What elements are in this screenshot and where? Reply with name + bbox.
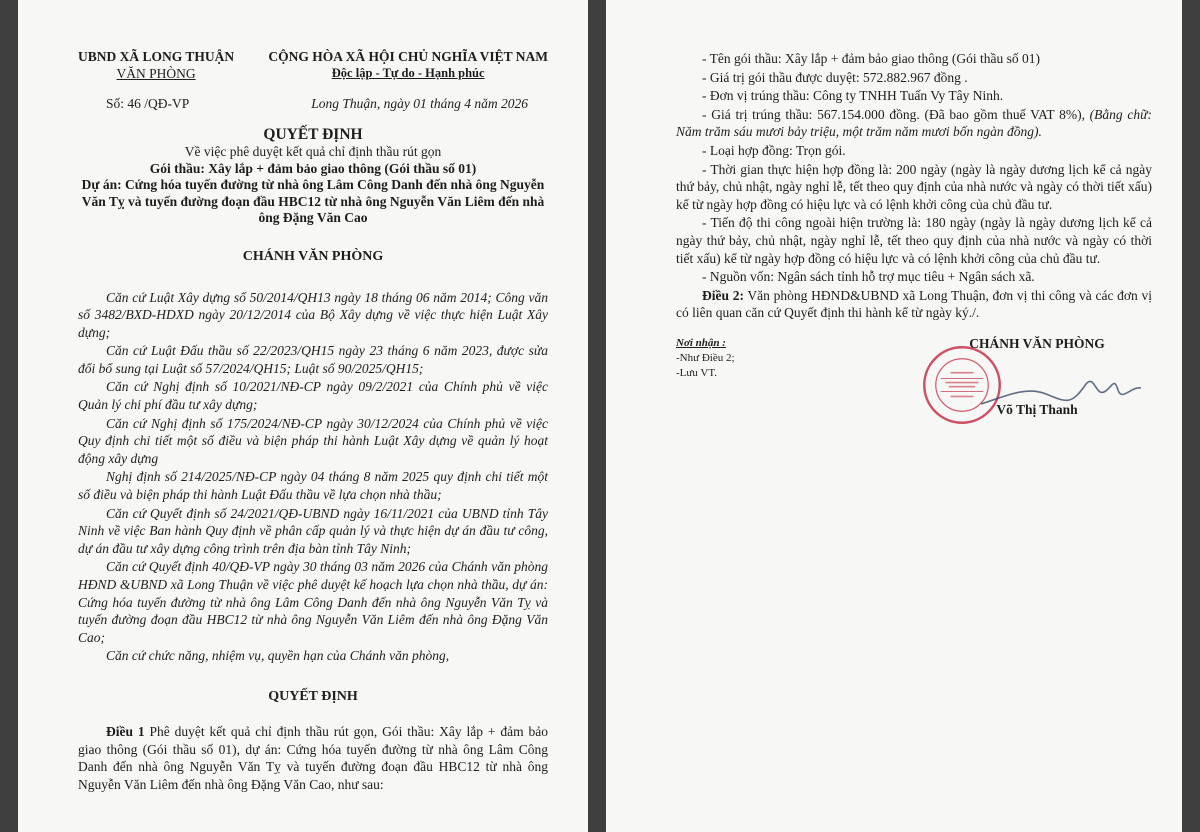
- package-name: Gói thầu: Xây lắp + đảm bảo giao thông (Gói thầu số 01): [149, 160, 477, 176]
- legal-basis-item: Căn cứ chức năng, nhiệm vụ, quyền hạn của Chánh văn phòng,: [106, 648, 450, 664]
- detail-item: - Giá trị gói thầu được duyệt: 572.882.967 đồng .: [702, 69, 968, 85]
- document-header: [78, 48, 548, 82]
- article-2-text: Văn phòng HĐND&UBND xã Long Thuận, đơn vị thi công và các đơn vị có liên quan căn cứ Quyết định thi hành kể từ ngày ký./.: [676, 287, 1152, 321]
- legal-basis-item: Căn cứ Quyết định 40/QĐ-VP ngày 30 tháng 03 năm 2026 của Chánh văn phòng HĐND &UBND xã Long Thuận về việc phê duyệt kế hoạch lựa chọn nhà thầu, dự án: Cứng hóa tuyến đường từ nhà ông Lâm Công Danh đến nhà ông Nguyễn Văn Tỵ và tuyến đường đoạn đầu HBC12 từ nhà ông Nguyễn Văn Liêm đến nhà ông Đặng Văn Cao;: [78, 559, 548, 645]
- detail-item: - Tên gói thầu: Xây lắp + đảm bảo giao thông (Gói thầu số 01): [702, 51, 1041, 66]
- national-heading: [268, 48, 548, 82]
- issuing-agency: [78, 48, 234, 82]
- number-date-row: [78, 96, 548, 112]
- detail-item: - Thời gian thực hiện hợp đồng là: 200 ngày (ngày là ngày dương lịch kể cả ngày thứ bảy, chủ nhật, ngày nghỉ lễ, tết theo quy định của nhà nước và ngày có thời tiết xấu) kể từ ngày hợp đồng có hiệu lực và có lệnh khởi công của chủ đầu tư.: [676, 161, 1152, 212]
- detail-item: - Loại hợp đồng: Trọn gói.: [702, 142, 846, 158]
- agency-office: VĂN PHÒNG: [116, 66, 196, 81]
- recipient-item: -Như Điều 2;: [676, 351, 735, 364]
- document-title: QUYẾT ĐỊNH: [263, 126, 363, 143]
- detail-item: - Nguồn vốn: Ngân sách tỉnh hỗ trợ mục tiêu + Ngân sách xã.: [702, 269, 1035, 285]
- document-number: Số: 46 /QĐ-VP: [106, 96, 190, 111]
- handwritten-signature-icon: [976, 366, 1146, 416]
- nation-name: CỘNG HÒA XÃ HỘI CHỦ NGHĨA VIỆT NAM: [268, 49, 548, 64]
- legal-basis-item: Căn cứ Nghị định số 175/2024/NĐ-CP ngày 30/12/2024 của Chính phủ về việc Quy định chi tiết một số điều và biện pháp thi hành Luật Xây dựng về quản lý hoạt động xây dựng: [78, 415, 548, 466]
- article-2-label: Điều 2:: [702, 287, 744, 303]
- winning-price: - Giá trị trúng thầu: 567.154.000 đồng. (Đã bao gồm thuế VAT 8%),: [702, 106, 1090, 122]
- article-1: [78, 723, 548, 793]
- article-1-text: Phê duyệt kết quả chỉ định thầu rút gọn, Gói thầu: Xây lắp + đảm bảo giao thông (Gói thầu số 01), dự án: Cứng hóa tuyến đường từ nhà ông Lâm Công Danh đến nhà ông Nguyễn Văn Tỵ và tuyến đường đoạn đầu HBC12 từ nhà ông Nguyễn Văn Liêm đến nhà ông Đặng Văn Cao, như sau:: [78, 723, 548, 792]
- agency-name: UBND XÃ LONG THUẬN: [78, 49, 235, 64]
- decision-heading: QUYẾT ĐỊNH: [268, 688, 358, 704]
- signer-name: Võ Thị Thanh: [996, 401, 1078, 417]
- legal-basis-item: Căn cứ Luật Xây dựng số 50/2014/QH13 ngày 18 tháng 06 năm 2014; Công văn số 3482/BXD-HDXD ngày 20/12/2014 của Bộ Xây dựng về việc thực hiện Luật Xây dựng;: [78, 289, 548, 340]
- issuing-authority: CHÁNH VĂN PHÒNG: [242, 248, 384, 264]
- recipients-label: Nơi nhận :: [676, 336, 726, 349]
- recipients: [676, 336, 735, 418]
- legal-basis-item: Căn cứ Nghị định số 10/2021/NĐ-CP ngày 09/2/2021 của Chính phủ về việc Quản lý chi phí đầu tư xây dựng;: [78, 379, 548, 413]
- article-2: [676, 287, 1152, 322]
- project-name: Dự án: Cứng hóa tuyến đường từ nhà ông Lâm Công Danh đến nhà ông Nguyễn Văn Tỵ và tuyến đường đoạn đầu HBC12 từ nhà ông Nguyễn Văn Liêm đến nhà ông Đặng Văn Cao: [81, 177, 545, 225]
- signature-block: [676, 336, 1152, 418]
- legal-basis-item: Nghị định số 214/2025/NĐ-CP ngày 04 tháng 8 năm 2025 quy định chi tiết một số điều và biện pháp thi hành Luật Đấu thầu về lựa chọn nhà thầu;: [78, 469, 548, 503]
- detail-item-price: [676, 106, 1152, 141]
- document-date: Long Thuận, ngày 01 tháng 4 năm 2026: [311, 96, 528, 111]
- recipient-item: -Lưu VT.: [676, 366, 717, 379]
- article-1-details: [676, 50, 1152, 322]
- national-motto: Độc lập - Tự do - Hạnh phúc: [331, 66, 485, 80]
- legal-basis-item: Căn cứ Quyết định số 24/2021/QĐ-UBND ngày 16/11/2021 của UBND tỉnh Tây Ninh về việc Ban hành Quy định về phân cấp quản lý và thực hiện dự án đầu tư công, dự án đầu tư xây dựng công trình trên địa bàn tỉnh Tây Ninh;: [78, 505, 548, 556]
- legal-basis-list: [78, 289, 548, 665]
- winning-price-words: (Bằng chữ: Năm trăm sáu mươi bảy triệu, một trăm năm mươi bốn ngàn đồng).: [676, 106, 1152, 140]
- article-1-label: Điều 1: [106, 723, 145, 739]
- document-page-1: [18, 0, 588, 832]
- document-page-2: [606, 0, 1182, 832]
- signer-title: CHÁNH VĂN PHÒNG: [969, 335, 1105, 351]
- detail-item: - Tiến độ thi công ngoài hiện trường là: 180 ngày (ngày là ngày dương lịch kể cả ngày thứ bảy, chủ nhật, ngày nghỉ lễ, tết theo quy định của nhà nước và ngày có thời tiết xấu) kể từ ngày hợp đồng có hiệu lực và có lệnh khởi công của chủ đầu tư.: [676, 215, 1152, 266]
- document-subject: Về việc phê duyệt kết quả chỉ định thầu rút gọn: [184, 144, 442, 159]
- detail-item: - Đơn vị trúng thầu: Công ty TNHH Tuấn Vy Tây Ninh.: [702, 88, 1004, 104]
- legal-basis-item: Căn cứ Luật Đấu thầu số 22/2023/QH15 ngày 23 tháng 6 năm 2023, được sửa đổi bổ sung tại Luật số 57/2024/QH15; Luật số 90/2025/QH15;: [78, 343, 548, 376]
